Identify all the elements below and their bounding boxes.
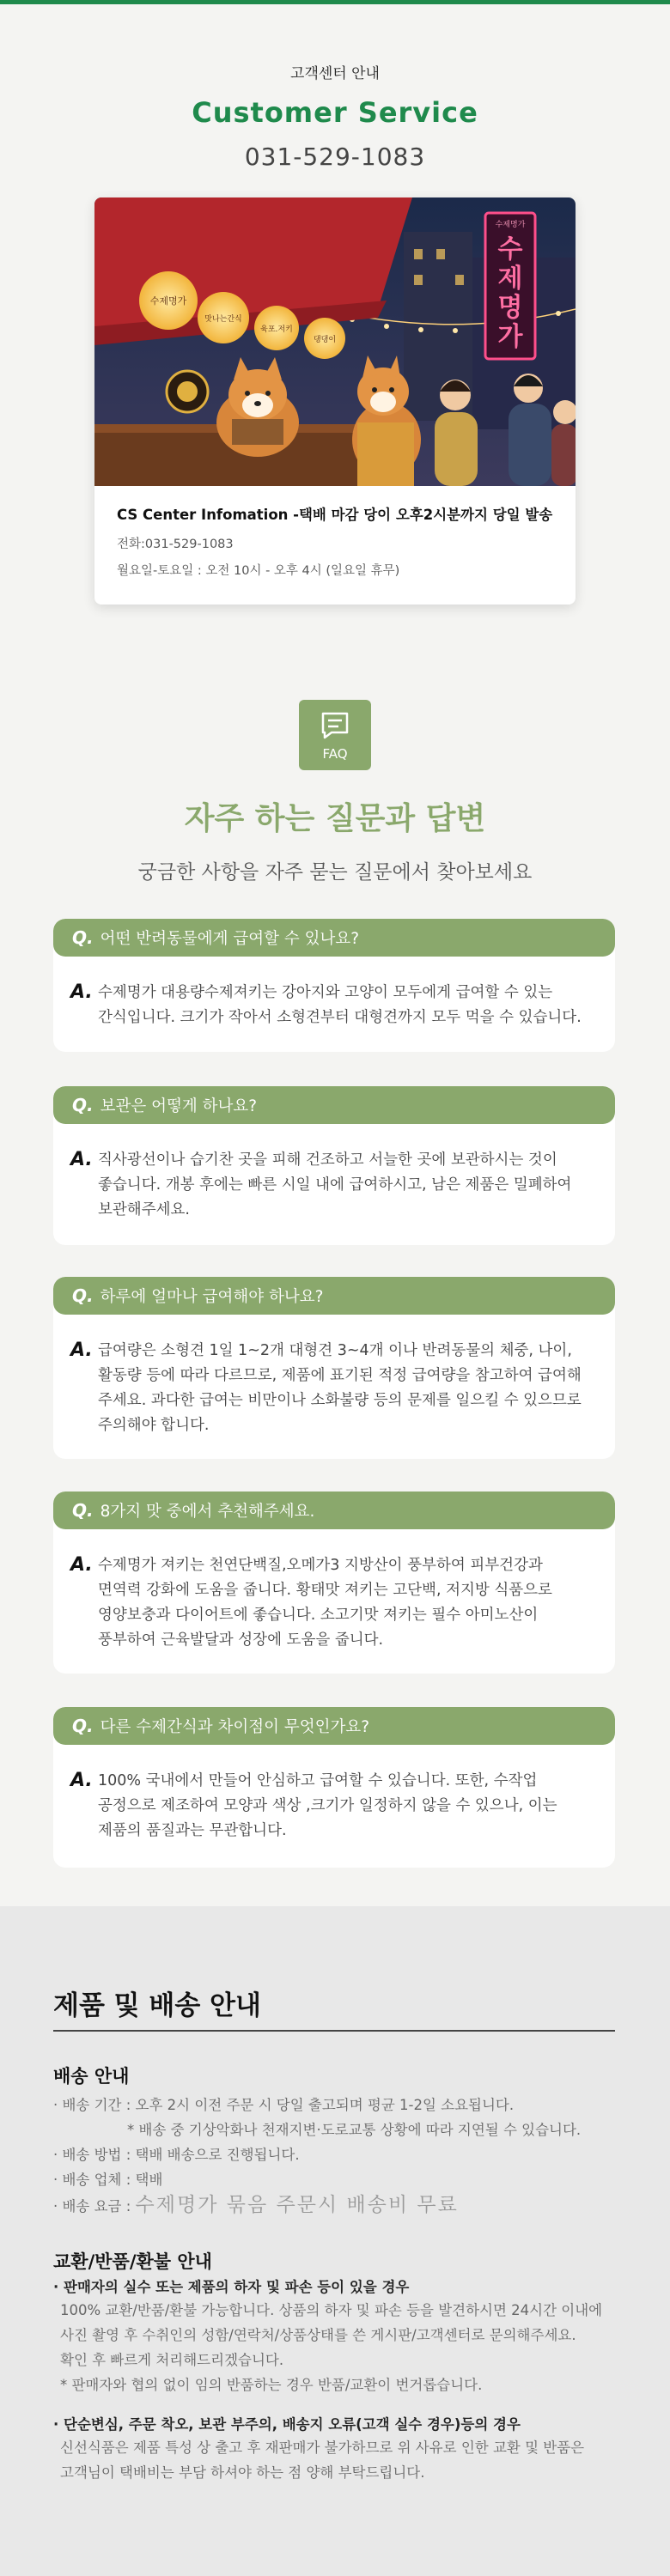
q-mark: Q. — [72, 1716, 94, 1736]
faq-answer-line: 주의해야 합니다. — [98, 1417, 210, 1434]
faq-item — [53, 1277, 615, 1459]
faq-item — [53, 1492, 615, 1674]
faq-question-text: 다른 수제간식과 차이점이 무엇인가요? — [100, 1718, 370, 1736]
cs-title: Customer Service — [192, 96, 478, 129]
q-mark: Q. — [72, 1095, 94, 1115]
shipping-line: · 배송 기간 : 오후 2시 이전 주문 시 당일 출고되며 평균 1-2일 소요됩니다. — [53, 2097, 515, 2113]
neon-sign-top-text: 수제명가 — [495, 221, 526, 229]
faq-answer-line: 제품의 품질과는 무관합니다. — [98, 1822, 287, 1839]
customer-service-section — [0, 4, 670, 631]
faq-question[interactable] — [53, 1277, 615, 1315]
faq-answer-line: 급여량은 소형견 1일 1~2개 대형견 3~4개 이나 반려동물의 체중, 나이, — [98, 1342, 572, 1359]
faq-question[interactable] — [53, 1707, 615, 1745]
product-shipping-info-section — [0, 1906, 670, 2576]
info-title: 제품 및 배송 안내 — [53, 1990, 261, 2021]
cs-card-phone: 전화:031-529-1083 — [117, 538, 234, 551]
faq-question-text: 어떤 반려동물에게 급여할 수 있나요? — [100, 930, 360, 948]
faq-answer-line: 보관해주세요. — [98, 1201, 190, 1218]
lantern-text-4: 댕댕이 — [313, 336, 337, 344]
faq-question[interactable] — [53, 919, 615, 957]
cs-info-card — [94, 197, 576, 605]
faq-question-text: 8가지 맛 중에서 추천해주세요. — [100, 1503, 315, 1521]
faq-answer-line: 수제명가 대용량수제져키는 강아지와 고양이 모두에게 급여할 수 있는 — [98, 984, 553, 1001]
return-paragraph-line: 사진 촬영 후 수취인의 성함/연락처/상품상태를 쓴 게시판/고객센터로 문의해주세요. — [60, 2327, 576, 2343]
faq-subtitle: 궁금한 사항을 자주 묻는 질문에서 찾아보세요 — [137, 861, 533, 884]
faq-title: 자주 하는 질문과 답변 — [184, 801, 486, 836]
faq-answer-line: 100% 국내에서 만들어 안심하고 급여할 수 있습니다. 또한, 수작업 — [98, 1772, 538, 1789]
faq-question-text: 보관은 어떻게 하나요? — [100, 1097, 258, 1115]
cs-phone[interactable]: 031-529-1083 — [244, 143, 426, 171]
faq-answer-line: 면역력 강화에 도움을 줍니다. 황태맛 져키는 고단백, 저지방 식품으로 — [98, 1582, 552, 1599]
faq-question[interactable] — [53, 1086, 615, 1124]
shipping-note: * 배송 중 기상악화나 천재지변·도로교통 상황에 따라 지연될 수 있습니다. — [127, 2122, 582, 2138]
q-mark: Q. — [72, 1285, 94, 1306]
return-subheading: · 단순변심, 주문 착오, 보관 부주의, 배송지 오류(고객 실수 경우)등의 경우 — [53, 2416, 521, 2433]
cs-card-title: CS Center Infomation -택배 마감 당이 오후2시분까지 당일 발송 — [117, 507, 553, 523]
return-paragraph — [60, 2298, 610, 2397]
faq-item — [53, 919, 615, 1052]
shipping-fee-line — [53, 2193, 459, 2219]
return-subheading: · 판매자의 실수 또는 제품의 하자 및 파손 등이 있을 경우 — [53, 2279, 410, 2295]
faq-question-text: 하루에 얼마나 급여해야 하나요? — [100, 1288, 324, 1306]
lantern-text-3: 육포.저키 — [260, 325, 293, 334]
return-paragraph-line: 고객님이 택배비는 부담 하셔야 하는 점 양해 부탁드립니다. — [60, 2464, 425, 2481]
faq-answer-line: 활동량 등에 따라 다르므로, 제품에 표기된 적정 급여량을 참고하여 급여해 — [98, 1367, 582, 1384]
svg-text:제: 제 — [497, 264, 523, 294]
return-paragraph-line: 신선식품은 제품 특성 상 출고 후 재판매가 불가하므로 위 사유로 인한 교환 및 반품은 — [60, 2439, 585, 2456]
svg-text:수: 수 — [497, 234, 523, 264]
return-paragraph-line: * 판매자와 협의 없이 임의 반품하는 경우 반품/교환이 번거롭습니다. — [60, 2377, 483, 2393]
shipping-heading: 배송 안내 — [53, 2066, 130, 2087]
faq-section — [0, 631, 670, 1906]
info-divider — [53, 2030, 615, 2032]
faq-badge — [299, 700, 371, 770]
shipping-line: · 배송 방법 : 택배 배송으로 진행됩니다. — [53, 2147, 300, 2163]
lantern-text-1: 수제명가 — [149, 295, 187, 307]
faq-answer-line: 수제명가 져키는 천연단백질,오메가3 지방산이 풍부하여 피부건강과 — [98, 1557, 543, 1574]
a-mark: A. — [70, 1554, 93, 1576]
return-paragraph-line: 100% 교환/반품/환불 가능합니다. 상품의 하자 및 파손 등을 발견하시면 24시간 이내에 — [60, 2302, 603, 2318]
faq-answer — [53, 1315, 615, 1438]
cs-card-hours: 월요일-토요일 : 오전 10시 - 오후 4시 (일요일 휴무) — [117, 564, 400, 578]
return-heading: 교환/반품/환불 안내 — [53, 2251, 212, 2272]
faq-item — [53, 1086, 615, 1245]
chat-icon — [318, 710, 352, 741]
svg-text:명: 명 — [497, 293, 523, 323]
svg-text:가: 가 — [497, 322, 523, 352]
a-mark: A. — [70, 981, 93, 1003]
faq-answer-line: 좋습니다. 개봉 후에는 빠른 시일 내에 급여하시고, 남은 제품은 밀폐하여 — [98, 1176, 572, 1194]
a-mark: A. — [70, 1770, 93, 1791]
faq-badge-label: FAQ — [322, 746, 348, 762]
a-mark: A. — [70, 1149, 93, 1170]
return-paragraph-line: 확인 후 빠르게 처리해드리겠습니다. — [60, 2352, 284, 2368]
faq-answer-line: 공정으로 제조하여 모양과 색상 ,크기가 일정하지 않을 수 있으나, 이는 — [98, 1797, 557, 1814]
faq-item — [53, 1707, 615, 1868]
shop-illustration — [94, 197, 576, 486]
return-paragraph — [60, 2435, 610, 2485]
q-mark: Q. — [72, 927, 94, 948]
faq-answer — [53, 1745, 615, 1844]
faq-answer-line: 영양보충과 다이어트에 좋습니다. 소고기맛 져키는 필수 아미노산이 — [98, 1607, 539, 1624]
faq-answer-line: 풍부하여 근육발달과 성장에 도움을 줍니다. — [98, 1631, 384, 1649]
faq-answer-line: 간식입니다. 크기가 작아서 소형견부터 대형견까지 모두 먹을 수 있습니다. — [98, 1009, 582, 1026]
shipping-line: · 배송 업체 : 택배 — [53, 2172, 163, 2188]
cs-card-body — [94, 486, 576, 596]
faq-answer — [53, 957, 615, 1030]
faq-answer — [53, 1529, 615, 1653]
shipping-fee-value: 수제명가 묶음 주문시 배송비 무료 — [135, 2194, 459, 2216]
q-mark: Q. — [72, 1500, 94, 1521]
cs-small-title: 고객센터 안내 — [290, 65, 380, 82]
faq-question[interactable] — [53, 1492, 615, 1529]
a-mark: A. — [70, 1340, 93, 1361]
lantern-text-2: 맛나는간식 — [204, 315, 242, 324]
faq-answer — [53, 1124, 615, 1223]
faq-answer-line: 주세요. 과다한 급여는 비만이나 소화불량 등의 문제를 일으킬 수 있으므로 — [98, 1392, 582, 1409]
shipping-fee-label: · 배송 요금 : — [53, 2198, 131, 2215]
faq-answer-line: 직사광선이나 습기찬 곳을 피해 건조하고 서늘한 곳에 보관하시는 것이 — [98, 1151, 557, 1169]
